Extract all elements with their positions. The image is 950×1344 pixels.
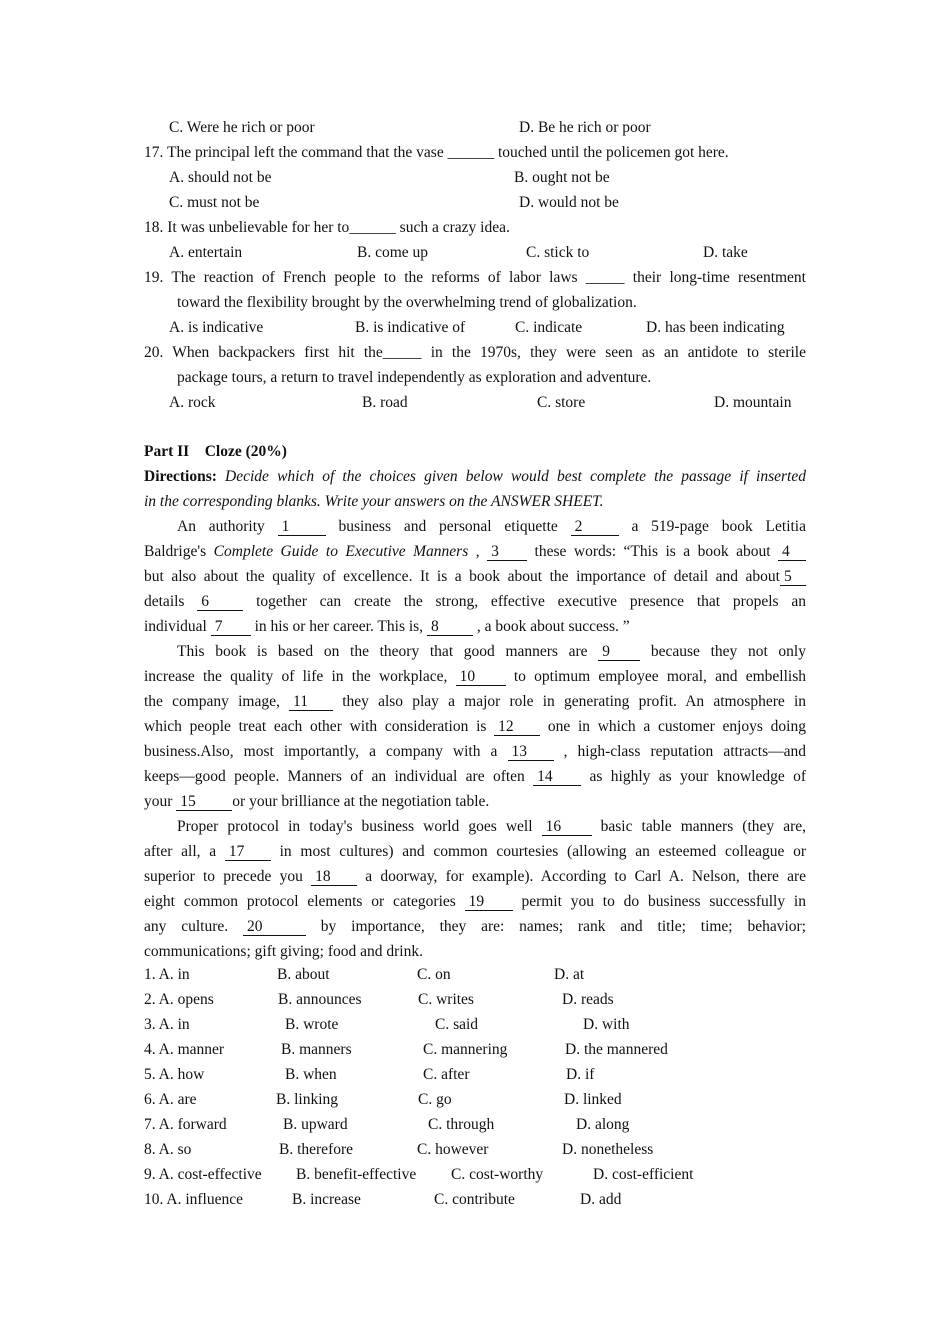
cloze-blank-9: 9 (598, 644, 640, 661)
q20-option-c: C. store (537, 394, 586, 411)
cloze-blank-2: 2 (571, 519, 619, 536)
passage-text: eight common protocol elements or categories (144, 893, 465, 910)
passage-text: business and personal etiquette (325, 518, 571, 535)
passage-text: a 519-page book Letitia (618, 518, 806, 535)
q19-option-b: B. is indicative of (355, 319, 466, 336)
cloze-q1-option-d: D. at (554, 966, 585, 983)
cloze-q8-option-c: C. however (417, 1141, 489, 1158)
passage-line (144, 666, 806, 688)
passage-text: they also play a major role in generating profit. An atmosphere in (333, 693, 806, 710)
passage-text: , (468, 543, 488, 560)
passage-text: Baldrige's (144, 543, 214, 560)
passage-text: superior to precede you (144, 868, 312, 885)
passage-line (144, 916, 806, 938)
cloze-q6-option-d: D. linked (564, 1091, 622, 1108)
cloze-blank-3: 3 (487, 544, 527, 561)
cloze-q6-option-b: B. linking (276, 1091, 339, 1108)
cloze-q8-option-d: D. nonetheless (562, 1141, 654, 1158)
q18-option-c: C. stick to (526, 244, 590, 261)
cloze-q9-option-c: C. cost-worthy (451, 1166, 544, 1183)
passage-text: or your brilliance at the negotiation table. (232, 793, 490, 810)
directions-text-1: Decide which of the choices given below would best complete the passage if inserted (225, 468, 806, 485)
cloze-blank-19: 19 (465, 894, 513, 911)
cloze-q5-option-b: B. when (285, 1066, 337, 1083)
part2-heading: Part II Cloze (20%) (144, 443, 287, 460)
q18-stem: 18. It was unbelievable for her to______ such a crazy idea. (144, 219, 510, 236)
passage-line (144, 541, 806, 563)
passage-text: one in which a customer enjoys doing (540, 718, 806, 735)
cloze-q4-option-d: D. the mannered (565, 1041, 668, 1058)
q18-option-d: D. take (703, 244, 748, 261)
passage-line (144, 866, 806, 888)
cloze-q1-option-b: B. about (277, 966, 330, 983)
cloze-blank-11: 11 (289, 694, 333, 711)
passage-text: keeps—good people. Manners of an individual are often (144, 768, 534, 785)
cloze-q8-option-a: 8. A. so (144, 1141, 192, 1158)
passage-text: , a book about success. ” (472, 618, 630, 635)
passage-line (177, 516, 806, 538)
cloze-q9-option-b: B. benefit-effective (296, 1166, 417, 1183)
cloze-q9-option-d: D. cost-efficient (593, 1166, 694, 1183)
passage-text: details (144, 593, 198, 610)
cloze-q5-option-c: C. after (423, 1066, 470, 1083)
q19-option-a: A. is indicative (169, 319, 264, 336)
directions-label: Directions: (144, 468, 217, 485)
cloze-q2-option-a: 2. A. opens (144, 991, 214, 1008)
cloze-q1-option-c: C. on (417, 966, 451, 983)
passage-text: these words: “This is a book about (527, 543, 778, 560)
cloze-blank-6: 6 (197, 594, 243, 611)
passage-line (144, 591, 806, 613)
cloze-q3-option-a: 3. A. in (144, 1016, 190, 1033)
passage-line (144, 716, 806, 738)
cloze-q10-option-c: C. contribute (434, 1191, 515, 1208)
cloze-blank-10: 10 (456, 669, 506, 686)
q20-stem-line2: package tours, a return to travel independently as exploration and adventure. (177, 369, 652, 386)
q18-option-a: A. entertain (169, 244, 243, 261)
cloze-q9-option-a: 9. A. cost-effective (144, 1166, 262, 1183)
q16-option-d: D. Be he rich or poor (519, 119, 651, 136)
cloze-blank-14: 14 (533, 769, 581, 786)
cloze-q1-option-a: 1. A. in (144, 966, 190, 983)
cloze-q5-option-a: 5. A. how (144, 1066, 205, 1083)
passage-text: increase the quality of life in the workplace, (144, 668, 456, 685)
directions-text-2: in the corresponding blanks. Write your answers on the ANSWER SHEET. (144, 493, 604, 510)
cloze-blank-8: 8 (427, 619, 473, 636)
passage-text: by importance, they are: names; rank and title; time; behavior; (305, 918, 806, 935)
passage-text: but also about the quality of excellence. It is a book about the importance of detail and about (144, 568, 780, 585)
q16-option-c: C. Were he rich or poor (169, 119, 315, 136)
passage-text: your (144, 793, 177, 810)
passage-text: An authority (177, 518, 278, 535)
passage-text: , high-class reputation attracts—and (553, 743, 806, 760)
passage-text: communications; gift giving; food and drink. (144, 943, 423, 960)
passage-line (144, 741, 806, 763)
q17-option-a: A. should not be (169, 169, 272, 186)
passage-line (144, 691, 806, 713)
q19-option-d: D. has been indicating (646, 319, 785, 336)
cloze-q3-option-b: B. wrote (285, 1016, 339, 1033)
passage-text: together can create the strong, effective executive presence that propels an (243, 593, 806, 610)
cloze-blank-18: 18 (311, 869, 357, 886)
cloze-q7-option-a: 7. A. forward (144, 1116, 227, 1133)
passage-text: to optimum employee moral, and embellish (505, 668, 806, 685)
cloze-q7-option-d: D. along (576, 1116, 630, 1133)
cloze-q10-option-a: 10. A. influence (144, 1191, 244, 1208)
passage-text: which people treat each other with consideration is (144, 718, 495, 735)
q17-option-b: B. ought not be (514, 169, 610, 186)
passage-text: a doorway, for example). According to Carl A. Nelson, there are (357, 868, 806, 885)
cloze-blank-5: 5 (780, 569, 806, 586)
cloze-blank-16: 16 (542, 819, 592, 836)
cloze-blank-4: 4 (778, 544, 806, 561)
cloze-q7-option-c: C. through (428, 1116, 495, 1133)
cloze-blank-12: 12 (494, 719, 540, 736)
passage-text: any culture. (144, 918, 243, 935)
cloze-q4-option-c: C. mannering (423, 1041, 508, 1058)
passage-line (144, 566, 806, 588)
q17-stem: 17. The principal left the command that the vase ______ touched until the policemen got here. (144, 144, 729, 161)
passage-line (144, 841, 806, 863)
cloze-blank-13: 13 (508, 744, 554, 761)
passage-line (177, 816, 806, 838)
cloze-q2-option-b: B. announces (278, 991, 362, 1008)
passage-text: in his or her career. This is, (250, 618, 427, 635)
directions-line1 (144, 466, 806, 488)
cloze-blank-1: 1 (278, 519, 326, 536)
passage-text: after all, a (144, 843, 225, 860)
cloze-q4-option-b: B. manners (281, 1041, 352, 1058)
passage-text: This book is based on the theory that good manners are (177, 643, 599, 660)
passage-text: because they not only (640, 643, 806, 660)
cloze-blank-17: 17 (225, 844, 271, 861)
passage-text: permit you to do business successfully in (512, 893, 806, 910)
passage-line (177, 641, 806, 663)
cloze-q8-option-b: B. therefore (279, 1141, 354, 1158)
q17-option-c: C. must not be (169, 194, 260, 211)
q20-stem-line1: 20. When backpackers first hit the_____ in the 1970s, they were seen as an antidote to sterile (144, 344, 806, 361)
passage-line (144, 941, 806, 963)
cloze-q5-option-d: D. if (566, 1066, 595, 1083)
q20-option-a: A. rock (169, 394, 216, 411)
passage-text: individual (144, 618, 211, 635)
cloze-q10-option-b: B. increase (292, 1191, 361, 1208)
passage-text: in most cultures) and common courtesies (allowing an esteemed colleague or (270, 843, 806, 860)
q18-option-b: B. come up (357, 244, 429, 261)
q20-option-b: B. road (362, 394, 408, 411)
book-title: Complete Guide to Executive Manners (213, 543, 469, 560)
q19-stem-line1: 19. The reaction of French people to the reforms of labor laws _____ their long-time resentment (144, 269, 806, 286)
q19-option-c: C. indicate (515, 319, 583, 336)
cloze-blank-15: 15 (176, 794, 232, 811)
cloze-q10-option-d: D. add (580, 1191, 622, 1208)
passage-text: Proper protocol in today's business world goes well (177, 818, 542, 835)
passage-text: basic table manners (they are, (591, 818, 807, 835)
cloze-q6-option-c: C. go (418, 1091, 452, 1108)
passage-line (144, 791, 806, 813)
q19-stem-line2: toward the flexibility brought by the overwhelming trend of globalization. (177, 294, 637, 311)
cloze-q2-option-c: C. writes (418, 991, 474, 1008)
cloze-q4-option-a: 4. A. manner (144, 1041, 225, 1058)
directions-line2 (144, 491, 604, 513)
q17-option-d: D. would not be (519, 194, 619, 211)
cloze-q6-option-a: 6. A. are (144, 1091, 197, 1108)
passage-text: the company image, (144, 693, 290, 710)
q20-option-d: D. mountain (714, 394, 792, 411)
passage-line (144, 616, 806, 638)
cloze-q7-option-b: B. upward (283, 1116, 348, 1133)
passage-line (144, 891, 806, 913)
cloze-q3-option-d: D. with (583, 1016, 630, 1033)
cloze-blank-20: 20 (243, 919, 306, 936)
cloze-q3-option-c: C. said (435, 1016, 479, 1033)
cloze-blank-7: 7 (211, 619, 251, 636)
passage-line (144, 766, 806, 788)
passage-text: as highly as your knowledge of (581, 768, 806, 785)
passage-text: business.Also, most importantly, a company with a (144, 743, 508, 760)
cloze-q2-option-d: D. reads (562, 991, 614, 1008)
